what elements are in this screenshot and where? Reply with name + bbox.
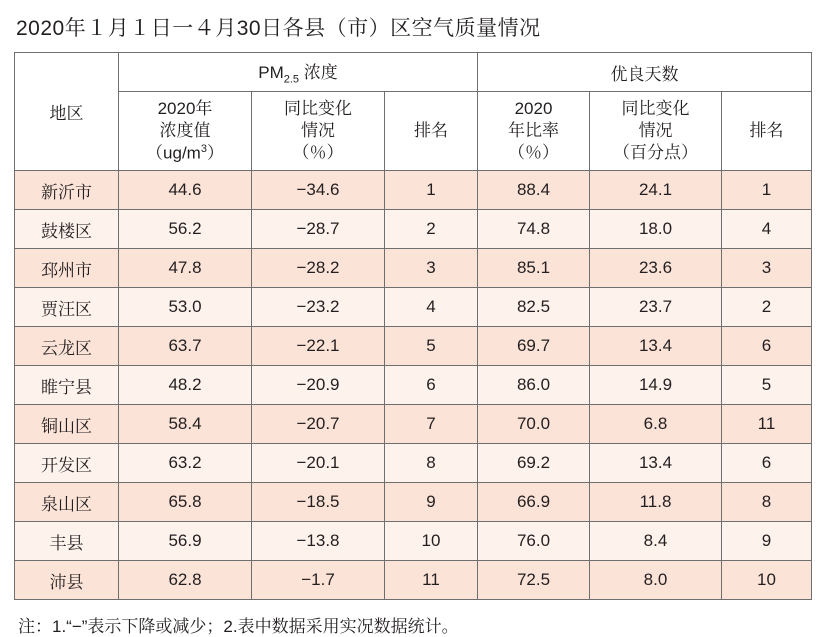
gd-change-line3: （百分点） (613, 142, 698, 162)
pm25-label-main: PM (258, 63, 284, 83)
cell-pm-change: −1.7 (252, 561, 385, 600)
gd-value-line1: 2020 (514, 99, 553, 119)
cell-region: 云龙区 (15, 327, 119, 366)
cell-pm-rank: 7 (385, 405, 478, 444)
column-header-pm-rank: 排名 (385, 92, 478, 171)
cell-gd-change: 14.9 (590, 366, 722, 405)
cell-pm-rank: 11 (385, 561, 478, 600)
table-note: 注：1.“−”表示下降或减少；2.表中数据采用实况数据统计。 (18, 617, 459, 636)
cell-gd-value: 76.0 (478, 522, 590, 561)
cell-pm-rank: 6 (385, 366, 478, 405)
cell-pm-change: −23.2 (252, 288, 385, 327)
cell-pm-change: −20.7 (252, 405, 385, 444)
cell-pm-value: 63.2 (119, 444, 252, 483)
cell-pm-value: 56.2 (119, 210, 252, 249)
column-header-pm25 (119, 53, 478, 92)
pm-value-unit-sup: 3 (200, 142, 207, 155)
cell-pm-value: 65.8 (119, 483, 252, 522)
cell-gd-value: 70.0 (478, 405, 590, 444)
cell-pm-rank: 5 (385, 327, 478, 366)
table-row (15, 483, 812, 522)
gd-change-line1: 同比变化 (621, 99, 690, 119)
cell-gd-value: 82.5 (478, 288, 590, 327)
pm-value-line3 (119, 142, 251, 164)
cell-region: 睢宁县 (15, 366, 119, 405)
cell-gd-rank: 3 (722, 249, 812, 288)
cell-pm-change: −13.8 (252, 522, 385, 561)
pm-value-line2: 浓度值 (159, 120, 211, 140)
cell-region: 贾汪区 (15, 288, 119, 327)
cell-gd-rank: 8 (722, 483, 812, 522)
cell-gd-value: 69.2 (478, 444, 590, 483)
cell-gd-rank: 2 (722, 288, 812, 327)
cell-gd-rank: 1 (722, 171, 812, 210)
table-row (15, 327, 812, 366)
cell-gd-change: 13.4 (590, 327, 722, 366)
column-header-gd-change (590, 92, 722, 171)
gd-value-line2: 年比率 (508, 121, 559, 141)
cell-pm-change: −18.5 (252, 483, 385, 522)
cell-pm-rank: 10 (385, 522, 478, 561)
table-row (15, 288, 812, 327)
cell-gd-value: 69.7 (478, 327, 590, 366)
table-row (15, 444, 812, 483)
cell-gd-rank: 11 (722, 405, 812, 444)
pm-change-line1: 同比变化 (284, 99, 352, 119)
cell-gd-change: 8.0 (590, 561, 722, 600)
cell-region: 开发区 (15, 444, 119, 483)
cell-pm-value: 58.4 (119, 405, 252, 444)
gd-value-line3: （％） (508, 142, 559, 162)
cell-gd-change: 24.1 (590, 171, 722, 210)
column-header-gd-rank: 排名 (722, 92, 812, 171)
cell-gd-rank: 6 (722, 444, 812, 483)
table-group-header-row (15, 53, 812, 92)
pm25-label-subscript: 2.5 (283, 73, 300, 86)
cell-pm-change: −28.2 (252, 249, 385, 288)
cell-gd-change: 6.8 (590, 405, 722, 444)
table-row (15, 561, 812, 600)
cell-pm-value: 48.2 (119, 366, 252, 405)
cell-gd-value: 72.5 (478, 561, 590, 600)
cell-gd-change: 23.6 (590, 249, 722, 288)
pm-change-line3: （％） (292, 142, 344, 162)
pm-value-unit-open: （ug/m (146, 143, 201, 163)
air-quality-table (14, 52, 812, 600)
cell-pm-change: −20.9 (252, 366, 385, 405)
table-row (15, 249, 812, 288)
cell-pm-value: 44.6 (119, 171, 252, 210)
column-header-pm-value (119, 92, 252, 171)
table-row (15, 366, 812, 405)
cell-pm-change: −20.1 (252, 444, 385, 483)
cell-gd-change: 13.4 (590, 444, 722, 483)
cell-pm-value: 47.8 (119, 249, 252, 288)
gd-change-line2: 情况 (638, 121, 673, 141)
cell-region: 鼓楼区 (15, 210, 119, 249)
table-row (15, 405, 812, 444)
cell-pm-value: 56.9 (119, 522, 252, 561)
cell-pm-value: 63.7 (119, 327, 252, 366)
pm-value-line1: 2020年 (157, 99, 213, 119)
cell-gd-value: 66.9 (478, 483, 590, 522)
cell-pm-change: −34.6 (252, 171, 385, 210)
cell-region: 丰县 (15, 522, 119, 561)
cell-pm-value: 53.0 (119, 288, 252, 327)
cell-pm-change: −28.7 (252, 210, 385, 249)
cell-gd-change: 23.7 (590, 288, 722, 327)
cell-pm-value: 62.8 (119, 561, 252, 600)
cell-pm-rank: 3 (385, 249, 478, 288)
cell-gd-rank: 4 (722, 210, 812, 249)
table-row (15, 210, 812, 249)
cell-gd-change: 11.8 (590, 483, 722, 522)
table-sub-header-row (15, 92, 812, 171)
cell-gd-change: 8.4 (590, 522, 722, 561)
cell-pm-rank: 9 (385, 483, 478, 522)
table-body (15, 171, 812, 600)
pm25-label-tail: 浓度 (303, 63, 338, 83)
column-header-region: 地区 (15, 53, 119, 171)
pm-value-unit-close: ） (206, 143, 224, 163)
cell-gd-rank: 5 (722, 366, 812, 405)
cell-pm-rank: 4 (385, 288, 478, 327)
page-title: 2020年１月１日一４月30日各县（市）区空气质量情况 (16, 17, 541, 40)
cell-pm-rank: 2 (385, 210, 478, 249)
cell-gd-value: 86.0 (478, 366, 590, 405)
cell-gd-rank: 6 (722, 327, 812, 366)
cell-region: 新沂市 (15, 171, 119, 210)
column-header-pm-change (252, 92, 385, 171)
cell-region: 沛县 (15, 561, 119, 600)
cell-gd-value: 74.8 (478, 210, 590, 249)
cell-region: 邳州市 (15, 249, 119, 288)
cell-region: 泉山区 (15, 483, 119, 522)
cell-pm-rank: 8 (385, 444, 478, 483)
cell-gd-value: 85.1 (478, 249, 590, 288)
cell-pm-change: −22.1 (252, 327, 385, 366)
cell-pm-rank: 1 (385, 171, 478, 210)
cell-gd-value: 88.4 (478, 171, 590, 210)
pm-change-line2: 情况 (301, 121, 335, 141)
table-head (15, 53, 812, 171)
column-header-good-days: 优良天数 (478, 53, 812, 92)
cell-gd-rank: 9 (722, 522, 812, 561)
table-row (15, 171, 812, 210)
table-row (15, 522, 812, 561)
cell-gd-rank: 10 (722, 561, 812, 600)
column-header-gd-value (478, 92, 590, 171)
cell-gd-change: 18.0 (590, 210, 722, 249)
cell-region: 铜山区 (15, 405, 119, 444)
